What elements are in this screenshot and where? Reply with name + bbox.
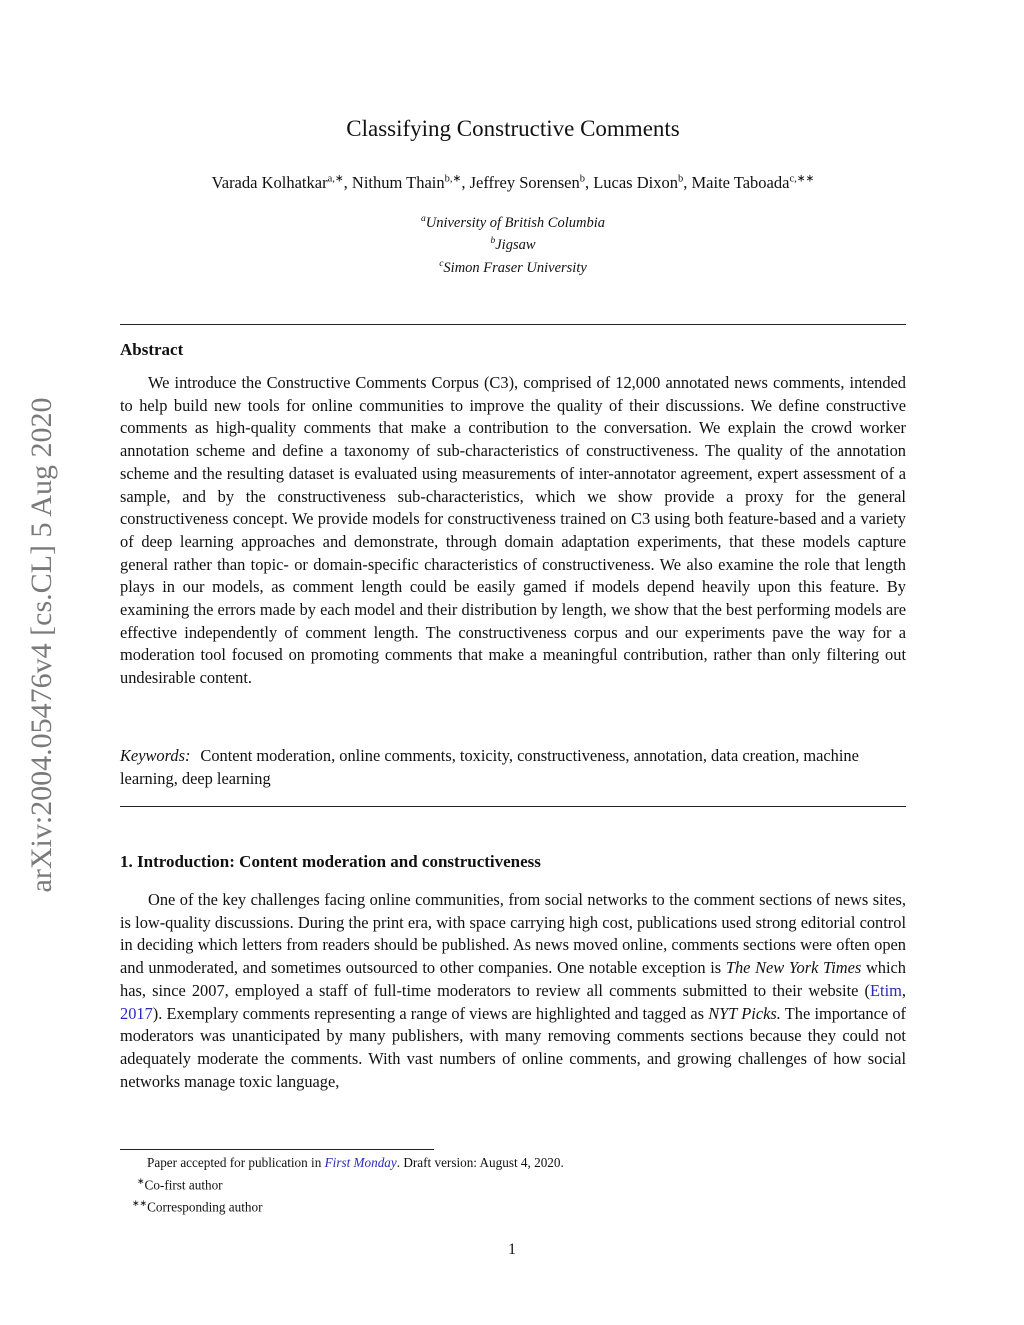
affiliation-list — [120, 210, 906, 277]
abstract-heading: Abstract — [120, 340, 184, 359]
abstract-top-rule — [120, 324, 906, 325]
author: Lucas Dixon$^b$, — [593, 172, 692, 192]
keywords-list: Content moderation, online comments, toxicity, constructiveness, annotation, data creation, machine learning, deep learning — [120, 746, 859, 788]
venue-link[interactable]: First Monday — [324, 1155, 397, 1170]
arxiv-sidebar-stamp: arXiv:2004.05476v4 [cs.CL] 5 Aug 2020 — [25, 397, 58, 893]
footnote: Paper accepted for publication in First Monday. Draft version: August 4, 2020. — [147, 1155, 564, 1170]
abstract-bottom-rule — [120, 806, 906, 807]
author: Jeffrey Sorensen$^b$, — [469, 172, 594, 192]
paper-title: Classifying Constructive Comments — [346, 116, 680, 141]
abstract-body: We introduce the Constructive Comments Corpus (C3), comprised of 12,000 annotated news comments, intended to help build new tools for online communities to improve the quality of their discussions. We define constructive comments as high-quality comments that make a contribution to the conversation. We explain the crowd worker annotation scheme and define a taxonomy of sub-characteristics of constructiveness. The quality of the annotation scheme and the resulting dataset is evaluated using measurements of inter-annotator agreement, expert assessment of a sample, and by the constructiveness sub-characteristics, which we show provide a proxy for the general constructiveness concept. We provide models for constructiveness trained on C3 using both feature-based and a variety of deep learning approaches and demonstrate, through domain adaptation experiments, that these models capture general rather than topic- or domain-specific characteristics of constructiveness. We also examine the role that length plays in our models, as comment length could be easily gamed if models depend heavily upon this feature. By examining the errors made by each model and their distribution by length, we show that the best performing models are effective independently of comment length. The constructiveness corpus and our experiments pave the way for a moderation tool focused on promoting comments that make a meaningful contribution, rather than only filtering out undesirable content. — [120, 373, 906, 688]
affiliation: $^c$Simon Fraser University — [439, 258, 587, 276]
author: Nithum Thain$^{b,∗}$, — [351, 172, 470, 192]
footnote: ∗Co-first author — [137, 1176, 223, 1193]
page-number: 1 — [508, 1241, 516, 1258]
author: Varada Kolhatkar$^{a,∗}$, — [211, 172, 352, 192]
citation-link[interactable]: Etim, 2017 — [120, 980, 906, 1023]
section-heading: 1. Introduction: Content moderation and constructiveness — [120, 852, 541, 871]
keywords — [120, 745, 906, 790]
author: Maite Taboada$^{c,∗∗}$ — [691, 172, 815, 192]
intro-paragraph: One of the key challenges facing online communities, from social networks to the comment sections of news sites, is low-quality discussions. During the print era, with space carrying high cost, publications used strong editorial control in deciding which letters from readers should be published. As news moved online, comments sections were often open and unmoderated, and sometimes outsourced to other companies. One notable exception is The New York Times which has, since 2007, employed a staff of full-time moderators to review all comments submitted to their website (Etim, 2017). Exemplary comments representing a range of views are highlighted and tagged as NYT Picks. The importance of moderators was unanticipated by many publishers, with many removing comments sections because they could not adequately moderate the comments. With vast numbers of online comments, and growing challenges of how social networks manage toxic language, — [120, 890, 907, 1091]
footnote-rule — [120, 1149, 434, 1150]
footnotes — [120, 1153, 564, 1217]
author-list — [120, 172, 906, 193]
affiliation: $^a$University of British Columbia — [421, 214, 605, 231]
footnote: ∗∗Corresponding author — [132, 1198, 263, 1215]
affiliation: $^b$Jigsaw — [490, 236, 536, 254]
keywords-label: Keywords: — [120, 746, 191, 765]
